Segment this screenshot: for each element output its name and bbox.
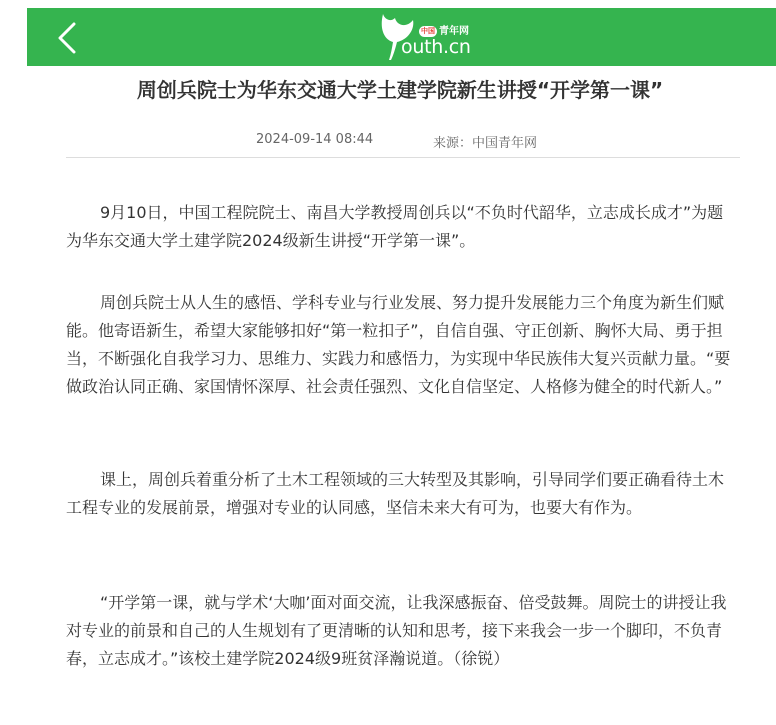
article-paragraph: “开学第一课，就与学术‘大咖’面对面交流，让我深感振奋、倍受鼓舞。周院士的讲授让我对专业的前景和自己的人生规划有了更清晰的认知和思考，接下来我会一步一个脚印，不负青春，立志成才。”该校土建学院2024级9班贫泽瀚说道。（徐锐）	[66, 593, 727, 668]
title-divider	[66, 157, 740, 158]
logo-chinese-text: 中国 青年网	[421, 26, 469, 37]
article-source: 来源：中国青年网	[433, 136, 538, 151]
article-paragraph: 周创兵院士从人生的感悟、学科专业与行业发展、努力提升发展能力三个角度为新生们赋能。他寄语新生，希望大家能够扣好“第一粒扣子”，自信自强、守正创新、胸怀大局、勇于担当，不断强化自我学习力、思维力、实践力和感悟力，为实现中华民族伟大复兴贡献力量。“要做政治认同正确、家国情怀深厚、社会责任强烈、文化自信坚定、人格修为健全的时代新人。”	[66, 293, 731, 396]
top-navigation-bar	[27, 8, 776, 66]
youth-cn-logo[interactable]	[375, 12, 495, 62]
logo-domain-text: outh.cn	[401, 36, 471, 58]
publish-date: 2024-09-14 08:44	[256, 132, 374, 147]
article-paragraph: 课上，周创兵着重分析了土木工程领域的三大转型及其影响，引导同学们要正确看待土木工程专业的发展前景，增强对专业的认同感，坚信未来大有可为，也要大有作为。	[66, 470, 725, 517]
back-arrow-icon[interactable]	[55, 22, 79, 54]
article-meta	[66, 132, 740, 150]
article-paragraph: 9月10日，中国工程院院士、南昌大学教授周创兵以“不负时代韶华，立志成长成才”为题为华东交通大学土建学院2024级新生讲授“开学第一课”。	[66, 203, 724, 250]
article-title: 周创兵院士为华东交通大学土建学院新生讲授“开学第一课”	[136, 78, 664, 102]
